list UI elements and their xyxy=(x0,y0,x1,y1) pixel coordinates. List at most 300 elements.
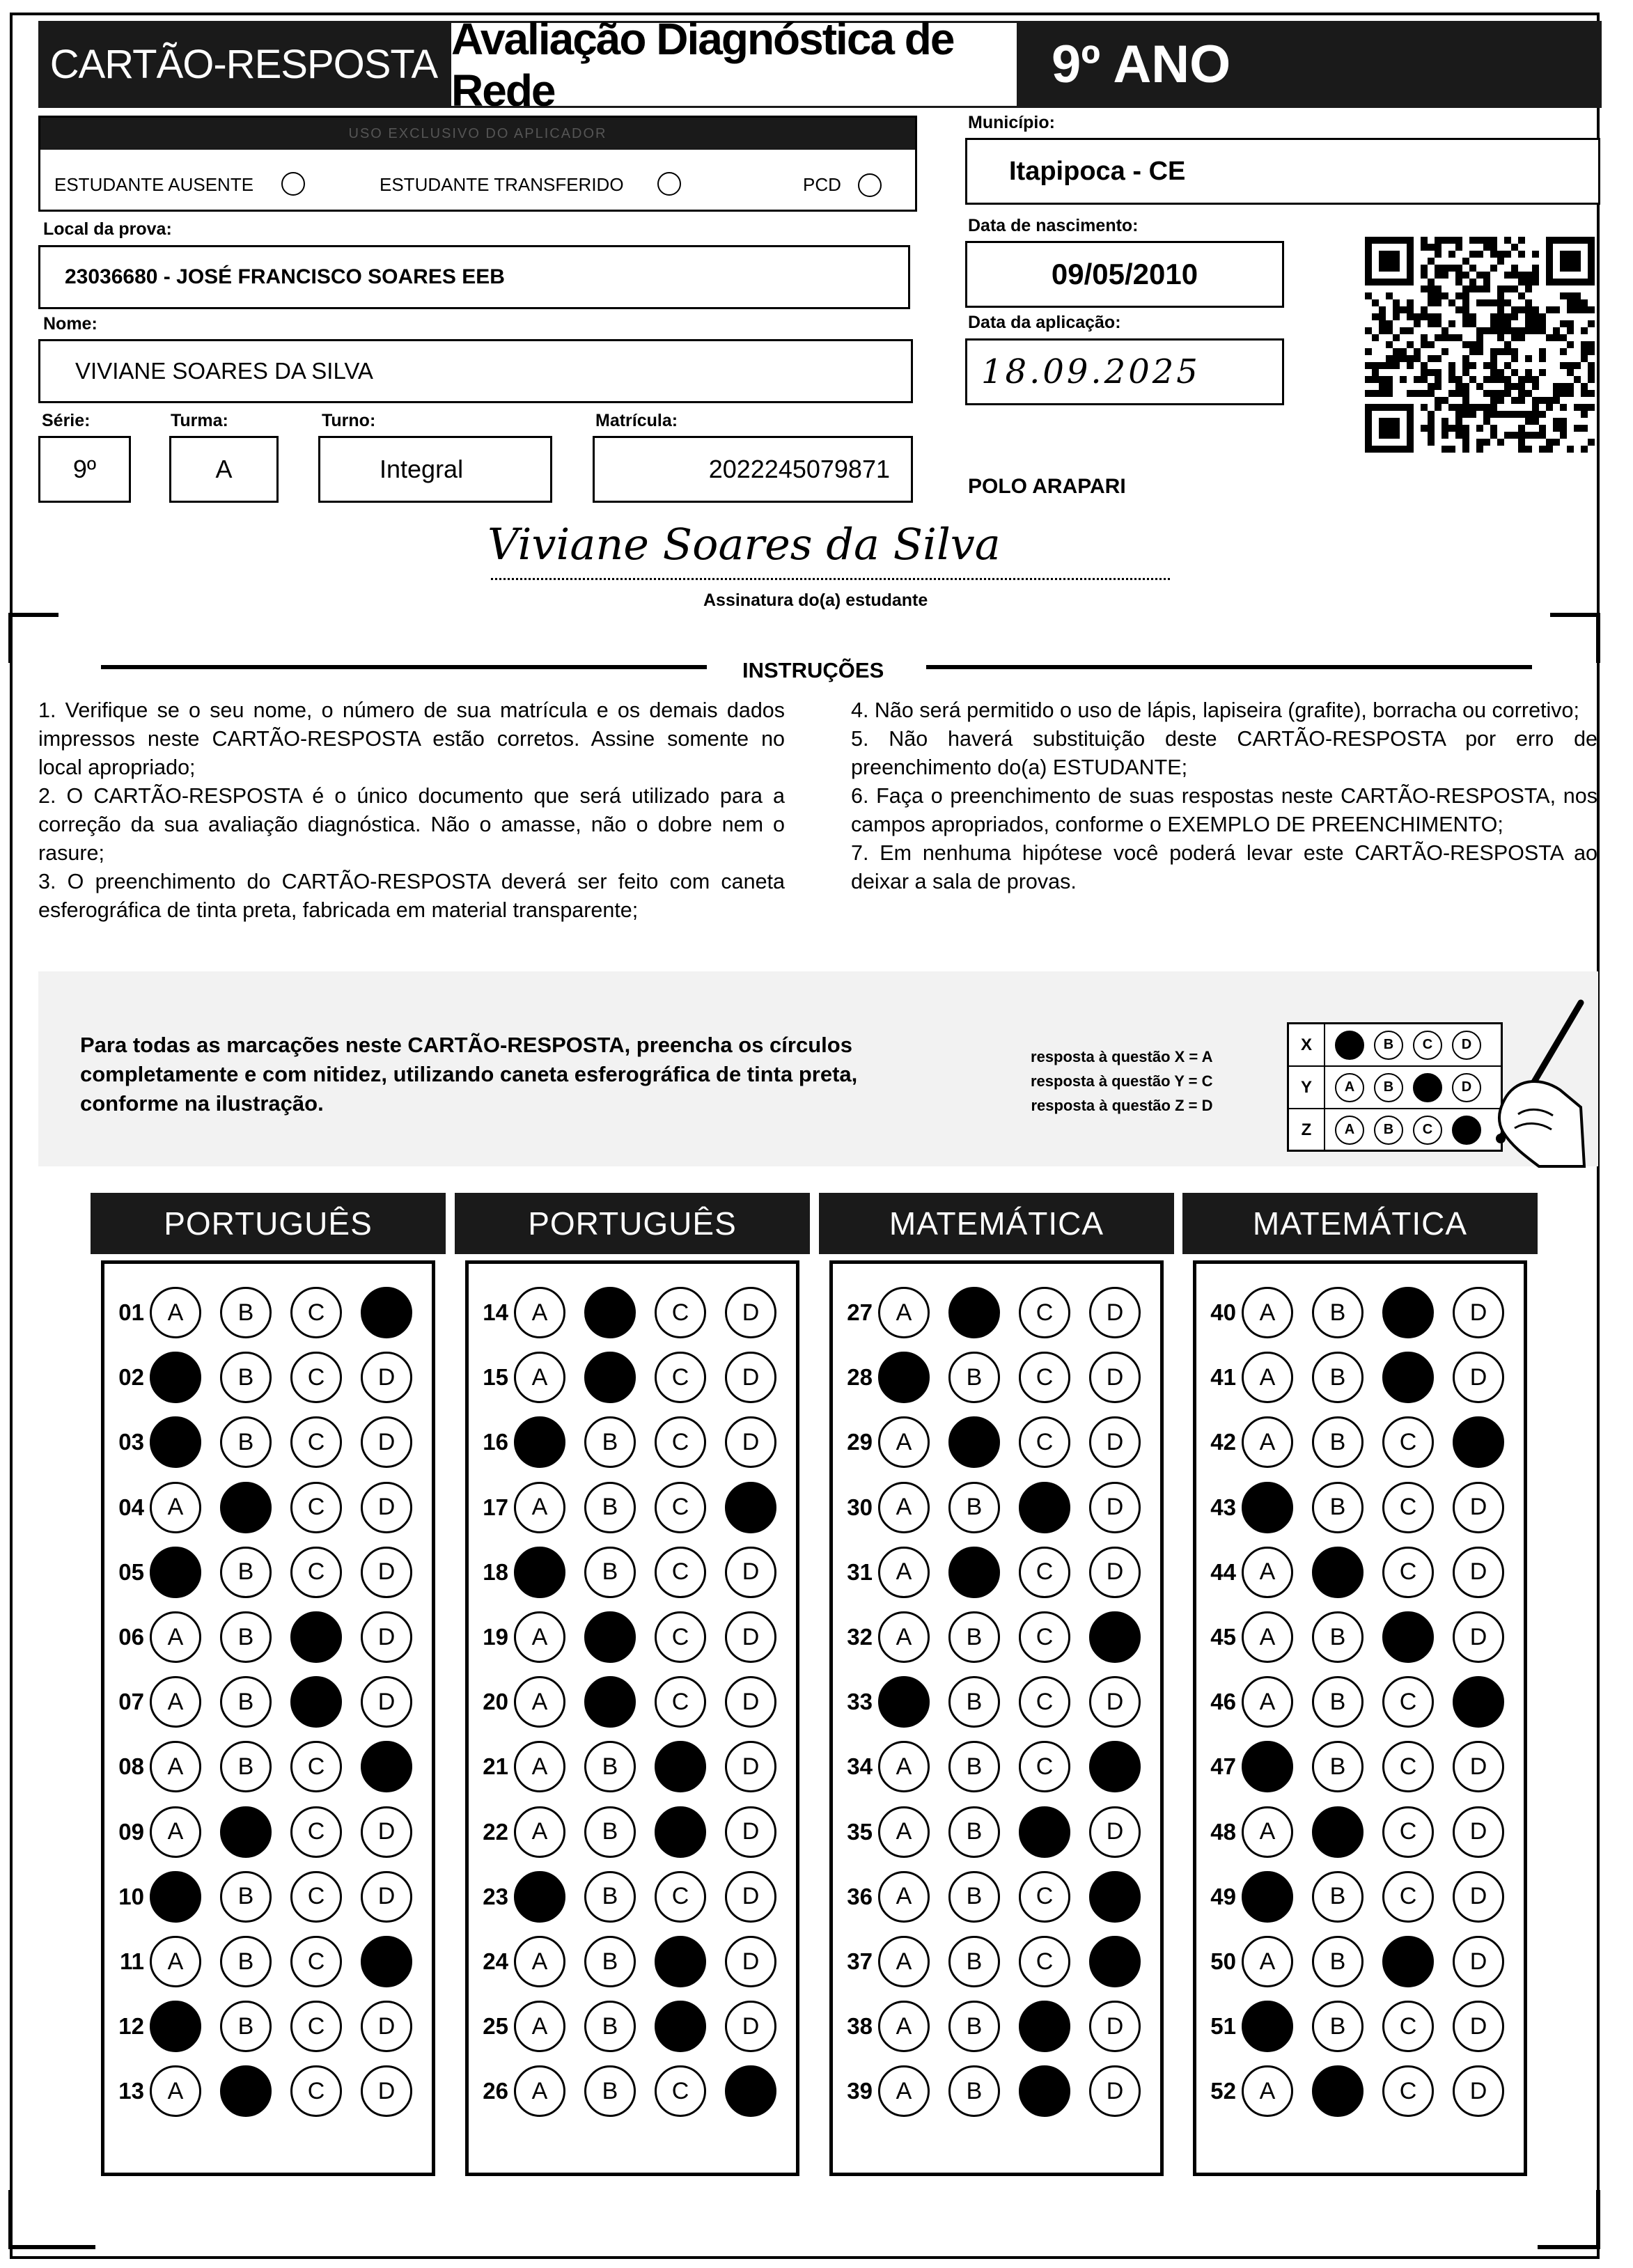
answer-bubble-b[interactable]: B xyxy=(220,1871,272,1923)
answer-bubble-b[interactable]: B xyxy=(220,1611,272,1663)
answer-bubble-b[interactable] xyxy=(1312,2065,1364,2117)
answer-bubble-c[interactable]: C xyxy=(655,1352,706,1403)
answer-bubble-a[interactable]: A xyxy=(1242,1676,1293,1728)
question-number: 32 xyxy=(847,1624,873,1650)
instruction-4: 4. Não será permitido o uso de lápis, lapiseira (grafite), borracha ou corretivo; xyxy=(851,698,1579,722)
section-header: PORTUGUÊS xyxy=(455,1193,810,1254)
answer-bubble-d[interactable]: D xyxy=(361,1416,412,1468)
answer-bubble-c[interactable]: C xyxy=(1382,1547,1434,1598)
answer-bubble-c[interactable] xyxy=(1019,1482,1070,1533)
fill-example-question: Z xyxy=(1289,1109,1325,1150)
answer-bubble-a[interactable]: A xyxy=(150,1676,201,1728)
answer-bubble-d[interactable]: D xyxy=(361,1676,412,1728)
question-number: 31 xyxy=(847,1558,873,1585)
answer-bubble-c[interactable] xyxy=(1019,1806,1070,1858)
answer-bubble-d[interactable] xyxy=(725,2065,776,2117)
turma-field: A xyxy=(169,436,279,503)
answer-bubble-b[interactable] xyxy=(220,1482,272,1533)
absent-checkbox[interactable] xyxy=(281,172,305,196)
question-number: 03 xyxy=(118,1429,144,1455)
answer-bubble-d[interactable]: D xyxy=(725,1806,776,1858)
answer-bubble-b[interactable]: B xyxy=(584,1871,636,1923)
question-number: 37 xyxy=(847,1948,873,1974)
answer-bubble-a[interactable]: A xyxy=(514,1936,565,1987)
answer-bubble-c[interactable] xyxy=(1019,2065,1070,2117)
answer-bubble-a[interactable]: A xyxy=(878,1287,930,1338)
answer-bubble-d[interactable] xyxy=(1453,1416,1504,1468)
answer-bubble-c[interactable] xyxy=(290,1676,342,1728)
answer-bubble-d[interactable]: D xyxy=(1453,1352,1504,1403)
absent-label: ESTUDANTE AUSENTE xyxy=(54,174,254,195)
question-number: 19 xyxy=(483,1624,508,1650)
answer-bubble-d[interactable]: D xyxy=(361,1352,412,1403)
answer-bubble-b[interactable]: B xyxy=(584,2001,636,2052)
question-number: 17 xyxy=(483,1494,508,1520)
question-row xyxy=(1200,1544,1523,1600)
answer-bubble-a[interactable]: A xyxy=(514,1611,565,1663)
answer-bubble-c[interactable]: C xyxy=(290,2001,342,2052)
question-row xyxy=(836,1869,1159,1925)
answer-bubble-c[interactable]: C xyxy=(1019,1547,1070,1598)
answer-bubble-c[interactable]: C xyxy=(1382,1416,1434,1468)
answer-bubble-a[interactable] xyxy=(514,1871,565,1923)
answer-bubble-d[interactable]: D xyxy=(725,1611,776,1663)
instruction-3: 3. O preenchimento do CARTÃO-RESPOSTA deverá ser feito com caneta esferográfica de tinta preta, fabricada em material transparente; xyxy=(38,870,785,922)
answer-bubble-c[interactable]: C xyxy=(655,1871,706,1923)
answer-bubble-b[interactable]: B xyxy=(948,1806,1000,1858)
answer-bubble-a[interactable] xyxy=(1242,1741,1293,1792)
answer-bubble-c[interactable]: C xyxy=(655,1547,706,1598)
answer-bubble-d[interactable]: D xyxy=(725,1416,776,1468)
answer-bubble-b[interactable]: B xyxy=(584,1741,636,1792)
answer-bubble-c[interactable]: C xyxy=(1019,1416,1070,1468)
answer-bubble-b[interactable] xyxy=(948,1287,1000,1338)
answer-bubble-b[interactable]: B xyxy=(1312,1871,1364,1923)
answer-bubble-b[interactable]: B xyxy=(220,1547,272,1598)
answer-bubble-b[interactable]: B xyxy=(220,1676,272,1728)
answer-bubble-d[interactable]: D xyxy=(361,1547,412,1598)
answer-bubble-b[interactable]: B xyxy=(220,2001,272,2052)
answer-bubble-d[interactable] xyxy=(1089,1936,1141,1987)
answer-bubble-c[interactable]: C xyxy=(1019,1287,1070,1338)
question-number: 15 xyxy=(483,1364,508,1391)
answer-bubble-a[interactable]: A xyxy=(878,1806,930,1858)
answer-bubble-a[interactable]: A xyxy=(1242,1352,1293,1403)
question-number: 38 xyxy=(847,2013,873,2040)
question-number: 26 xyxy=(483,2078,508,2104)
answer-bubble-d[interactable] xyxy=(725,1482,776,1533)
answer-bubble-a[interactable]: A xyxy=(1242,1416,1293,1468)
answer-bubble-c[interactable] xyxy=(1019,2001,1070,2052)
corner-top-left xyxy=(8,613,58,663)
fill-example-bubble-a: A xyxy=(1335,1116,1364,1145)
answer-bubble-d[interactable]: D xyxy=(725,1547,776,1598)
answer-bubble-d[interactable]: D xyxy=(361,1611,412,1663)
fill-example-bubble-a: A xyxy=(1335,1073,1364,1102)
pcd-label: PCD xyxy=(803,174,841,195)
answer-bubble-b[interactable]: B xyxy=(1312,1416,1364,1468)
answer-bubble-b[interactable]: B xyxy=(948,2065,1000,2117)
answer-bubble-c[interactable]: C xyxy=(290,1871,342,1923)
answer-bubble-d[interactable]: D xyxy=(1089,1806,1141,1858)
turno-field: Integral xyxy=(318,436,552,503)
answer-bubble-c[interactable]: C xyxy=(290,2065,342,2117)
instructions-rule-right xyxy=(926,665,1532,669)
answer-bubble-b[interactable] xyxy=(584,1611,636,1663)
answer-bubble-d[interactable] xyxy=(361,1936,412,1987)
answer-bubble-d[interactable]: D xyxy=(1453,1287,1504,1338)
answer-bubble-d[interactable]: D xyxy=(361,2001,412,2052)
aplicacao-label: Data da aplicação: xyxy=(968,313,1121,332)
answer-bubble-a[interactable]: A xyxy=(514,1352,565,1403)
turno-label: Turno: xyxy=(322,411,376,430)
answer-bubble-a[interactable] xyxy=(150,1547,201,1598)
answer-bubble-b[interactable]: B xyxy=(584,1416,636,1468)
corner-bottom-right xyxy=(1538,2190,1600,2249)
question-row xyxy=(108,1739,431,1794)
answer-bubble-b[interactable]: B xyxy=(584,1547,636,1598)
answer-bubble-c[interactable] xyxy=(1382,1352,1434,1403)
fill-example-bubble-c: C xyxy=(1413,1031,1442,1060)
signature-line xyxy=(491,578,1170,580)
fill-example-text: Para todas as marcações neste CARTÃO-RESPOSTA, preencha os círculos completamente e com nitidez, utilizando caneta esferográfica de tinta preta, conforme na ilustração. xyxy=(80,1033,858,1116)
question-number: 40 xyxy=(1210,1299,1236,1325)
answer-bubble-c[interactable]: C xyxy=(1382,2001,1434,2052)
signature-caption: Assinatura do(a) estudante xyxy=(703,591,928,610)
legend-line: resposta à questão X = A xyxy=(1031,1048,1213,1065)
answer-bubble-a[interactable]: A xyxy=(514,1806,565,1858)
answer-bubble-d[interactable] xyxy=(361,1741,412,1792)
legend-line: resposta à questão Y = C xyxy=(1031,1072,1213,1090)
answer-bubble-c[interactable]: C xyxy=(1019,1676,1070,1728)
answer-bubble-b[interactable]: B xyxy=(1312,1611,1364,1663)
answer-bubble-b[interactable]: B xyxy=(584,1806,636,1858)
answer-bubble-d[interactable]: D xyxy=(1089,1352,1141,1403)
answer-bubble-a[interactable] xyxy=(878,1676,930,1728)
answer-bubble-d[interactable] xyxy=(1089,1741,1141,1792)
answer-bubble-d[interactable]: D xyxy=(725,1871,776,1923)
answer-bubble-d[interactable]: D xyxy=(725,1352,776,1403)
answer-bubble-c[interactable] xyxy=(290,1611,342,1663)
nascimento-label: Data de nascimento: xyxy=(968,216,1139,235)
answer-bubble-b[interactable]: B xyxy=(1312,1352,1364,1403)
answer-bubble-c[interactable]: C xyxy=(655,2065,706,2117)
answer-bubble-b[interactable] xyxy=(948,1416,1000,1468)
answer-bubble-d[interactable]: D xyxy=(1453,1806,1504,1858)
answer-bubble-c[interactable]: C xyxy=(1382,1741,1434,1792)
question-row xyxy=(1200,1739,1523,1794)
answer-bubble-d[interactable]: D xyxy=(1453,1871,1504,1923)
answer-bubble-d[interactable]: D xyxy=(361,2065,412,2117)
answer-bubble-a[interactable] xyxy=(514,1547,565,1598)
answer-bubble-a[interactable]: A xyxy=(514,1676,565,1728)
answer-bubble-d[interactable]: D xyxy=(1453,1741,1504,1792)
answer-bubble-a[interactable] xyxy=(150,1871,201,1923)
question-row xyxy=(108,1609,431,1665)
fill-example-bubble-d: D xyxy=(1452,1031,1481,1060)
question-row xyxy=(836,1609,1159,1665)
answer-bubble-b[interactable]: B xyxy=(1312,1936,1364,1987)
answer-bubble-a[interactable] xyxy=(150,1352,201,1403)
instructions-rule-left xyxy=(101,665,707,669)
answer-bubble-d[interactable]: D xyxy=(1089,2065,1141,2117)
answer-bubble-a[interactable] xyxy=(514,1416,565,1468)
fill-example-bubble-a xyxy=(1335,1031,1364,1060)
answer-bubble-c[interactable]: C xyxy=(290,1741,342,1792)
answer-bubble-c[interactable]: C xyxy=(655,1416,706,1468)
answer-bubble-a[interactable]: A xyxy=(878,1482,930,1533)
serie-label: Série: xyxy=(42,411,91,430)
answer-bubble-b[interactable]: B xyxy=(220,1741,272,1792)
question-row xyxy=(836,1480,1159,1535)
answer-bubble-c[interactable]: C xyxy=(1382,2065,1434,2117)
answer-bubble-c[interactable]: C xyxy=(1382,1676,1434,1728)
answer-bubble-a[interactable]: A xyxy=(150,1287,201,1338)
answer-bubble-c[interactable]: C xyxy=(1382,1806,1434,1858)
answer-bubble-c[interactable] xyxy=(1382,1936,1434,1987)
answer-bubble-a[interactable] xyxy=(1242,2001,1293,2052)
answer-bubble-a[interactable]: A xyxy=(878,2001,930,2052)
answer-bubble-c[interactable] xyxy=(1382,1611,1434,1663)
answer-bubble-d[interactable] xyxy=(1089,1871,1141,1923)
answer-bubble-c[interactable] xyxy=(655,1741,706,1792)
question-row xyxy=(836,1285,1159,1340)
answer-bubble-d[interactable]: D xyxy=(1089,1482,1141,1533)
answer-bubble-c[interactable]: C xyxy=(1382,1871,1434,1923)
fill-example-question: Y xyxy=(1289,1067,1325,1108)
answer-bubble-d[interactable]: D xyxy=(1453,1482,1504,1533)
question-number: 21 xyxy=(483,1753,508,1780)
answer-bubble-d[interactable]: D xyxy=(361,1871,412,1923)
question-row xyxy=(836,2063,1159,2119)
answer-bubble-b[interactable]: B xyxy=(220,1352,272,1403)
answer-bubble-a[interactable]: A xyxy=(150,1611,201,1663)
answer-bubble-d[interactable]: D xyxy=(1089,1547,1141,1598)
question-number: 43 xyxy=(1210,1494,1236,1520)
answer-bubble-a[interactable]: A xyxy=(878,1871,930,1923)
question-number: 30 xyxy=(847,1494,873,1520)
answer-bubble-a[interactable]: A xyxy=(150,2065,201,2117)
fill-example-bubble-c xyxy=(1413,1073,1442,1102)
answer-bubble-c[interactable] xyxy=(655,1806,706,1858)
question-number: 24 xyxy=(483,1948,508,1974)
answer-bubble-b[interactable] xyxy=(584,1352,636,1403)
nascimento-field: 09/05/2010 xyxy=(965,241,1284,308)
answer-bubble-a[interactable]: A xyxy=(150,1806,201,1858)
answer-bubble-c[interactable]: C xyxy=(655,1482,706,1533)
answer-bubble-b[interactable]: B xyxy=(948,1352,1000,1403)
answer-bubble-b[interactable]: B xyxy=(584,2065,636,2117)
answer-bubble-c[interactable]: C xyxy=(290,1547,342,1598)
answer-bubble-a[interactable]: A xyxy=(1242,1936,1293,1987)
question-number: 46 xyxy=(1210,1689,1236,1715)
answer-bubble-d[interactable]: D xyxy=(1089,1287,1141,1338)
answer-bubble-d[interactable]: D xyxy=(1453,1547,1504,1598)
answer-bubble-d[interactable]: D xyxy=(1453,2065,1504,2117)
answer-bubble-d[interactable]: D xyxy=(1453,1936,1504,1987)
question-number: 29 xyxy=(847,1429,873,1455)
answer-bubble-c[interactable] xyxy=(655,2001,706,2052)
answer-bubble-d[interactable] xyxy=(1453,1676,1504,1728)
answer-bubble-a[interactable]: A xyxy=(878,1416,930,1468)
question-row xyxy=(836,1804,1159,1860)
question-number: 10 xyxy=(118,1883,144,1909)
corner-bottom-left xyxy=(8,2190,95,2249)
answer-bubble-b[interactable] xyxy=(1312,1806,1364,1858)
answer-bubble-b[interactable]: B xyxy=(584,1936,636,1987)
answer-bubble-a[interactable]: A xyxy=(150,1482,201,1533)
answer-bubble-d[interactable] xyxy=(1089,1611,1141,1663)
answer-bubble-a[interactable]: A xyxy=(1242,1287,1293,1338)
answer-bubble-b[interactable]: B xyxy=(584,1482,636,1533)
question-row xyxy=(108,1804,431,1860)
answer-bubble-b[interactable]: B xyxy=(948,1611,1000,1663)
answer-bubble-b[interactable]: B xyxy=(1312,1287,1364,1338)
answer-bubble-a[interactable]: A xyxy=(514,1287,565,1338)
answer-bubble-a[interactable] xyxy=(150,2001,201,2052)
answer-bubble-b[interactable] xyxy=(584,1676,636,1728)
section-header: PORTUGUÊS xyxy=(91,1193,446,1254)
serie-field: 9º xyxy=(38,436,131,503)
answer-bubble-c[interactable]: C xyxy=(1019,1871,1070,1923)
answer-bubble-d[interactable]: D xyxy=(1453,1611,1504,1663)
answer-bubble-c[interactable] xyxy=(655,1936,706,1987)
answer-bubble-a[interactable]: A xyxy=(1242,1611,1293,1663)
transferred-checkbox[interactable] xyxy=(657,172,681,196)
answer-bubble-b[interactable] xyxy=(948,1547,1000,1598)
answer-bubble-a[interactable]: A xyxy=(878,1611,930,1663)
corner-top-right xyxy=(1550,613,1600,663)
answer-bubble-b[interactable]: B xyxy=(948,1871,1000,1923)
question-number: 02 xyxy=(118,1364,144,1391)
answer-bubble-c[interactable]: C xyxy=(290,1806,342,1858)
question-row xyxy=(472,1480,795,1535)
answer-bubble-b[interactable] xyxy=(220,1806,272,1858)
answer-bubble-c[interactable]: C xyxy=(1382,1482,1434,1533)
answer-bubble-c[interactable]: C xyxy=(290,1352,342,1403)
answer-bubble-a[interactable]: A xyxy=(150,1936,201,1987)
answer-bubble-b[interactable] xyxy=(220,2065,272,2117)
answer-bubble-d[interactable]: D xyxy=(725,1741,776,1792)
question-number: 12 xyxy=(118,2013,144,2040)
question-number: 27 xyxy=(847,1299,873,1325)
question-row xyxy=(1200,1804,1523,1860)
answer-bubble-c[interactable]: C xyxy=(655,1287,706,1338)
answer-bubble-c[interactable]: C xyxy=(290,1482,342,1533)
question-number: 06 xyxy=(118,1624,144,1650)
answer-bubble-b[interactable]: B xyxy=(948,1936,1000,1987)
answer-bubble-a[interactable] xyxy=(878,1352,930,1403)
answer-bubble-d[interactable] xyxy=(361,1287,412,1338)
question-number: 22 xyxy=(483,1818,508,1845)
question-number: 33 xyxy=(847,1689,873,1715)
answer-bubble-b[interactable] xyxy=(1312,1547,1364,1598)
answer-bubble-d[interactable]: D xyxy=(361,1482,412,1533)
question-row xyxy=(108,1999,431,2054)
answer-bubble-d[interactable]: D xyxy=(725,2001,776,2052)
answer-bubble-a[interactable]: A xyxy=(514,1482,565,1533)
answer-bubble-a[interactable]: A xyxy=(878,2065,930,2117)
answer-bubble-c[interactable]: C xyxy=(655,1611,706,1663)
question-row xyxy=(836,1414,1159,1470)
pcd-checkbox[interactable] xyxy=(858,173,882,197)
answer-bubble-b[interactable]: B xyxy=(220,1416,272,1468)
answer-bubble-d[interactable]: D xyxy=(725,1936,776,1987)
answer-bubble-b[interactable] xyxy=(584,1287,636,1338)
answer-bubble-b[interactable]: B xyxy=(220,1936,272,1987)
answer-bubble-b[interactable]: B xyxy=(948,2001,1000,2052)
answer-bubble-d[interactable]: D xyxy=(1089,1676,1141,1728)
question-row xyxy=(836,1350,1159,1405)
answer-bubble-b[interactable]: B xyxy=(948,1482,1000,1533)
answer-bubble-c[interactable]: C xyxy=(1019,1352,1070,1403)
question-row xyxy=(472,1804,795,1860)
answer-bubble-a[interactable] xyxy=(150,1416,201,1468)
answer-bubble-a[interactable]: A xyxy=(1242,1547,1293,1598)
instructions-right xyxy=(851,696,1597,896)
turma-label: Turma: xyxy=(171,411,228,430)
answer-bubble-b[interactable]: B xyxy=(1312,1482,1364,1533)
answer-bubble-d[interactable]: D xyxy=(725,1676,776,1728)
answer-bubble-b[interactable]: B xyxy=(1312,2001,1364,2052)
answer-bubble-b[interactable]: B xyxy=(220,1287,272,1338)
local-label: Local da prova: xyxy=(43,219,172,239)
question-row xyxy=(472,1934,795,1989)
answer-bubble-a[interactable] xyxy=(1242,1871,1293,1923)
answer-bubble-a[interactable]: A xyxy=(514,2065,565,2117)
answer-bubble-c[interactable]: C xyxy=(290,1416,342,1468)
answer-bubble-a[interactable]: A xyxy=(514,2001,565,2052)
aplicacao-field: 18.09.2025 xyxy=(965,338,1284,405)
answer-bubble-a[interactable] xyxy=(1242,1482,1293,1533)
answer-bubble-c[interactable] xyxy=(1382,1287,1434,1338)
answer-bubble-a[interactable]: A xyxy=(1242,2065,1293,2117)
answer-bubble-d[interactable]: D xyxy=(1089,1416,1141,1468)
answer-bubble-b[interactable]: B xyxy=(1312,1676,1364,1728)
answer-bubble-c[interactable]: C xyxy=(1019,1741,1070,1792)
answer-bubble-a[interactable]: A xyxy=(514,1741,565,1792)
question-row xyxy=(108,1350,431,1405)
card-title: CARTÃO-RESPOSTA xyxy=(49,42,438,87)
answer-bubble-a[interactable]: A xyxy=(150,1741,201,1792)
answer-bubble-b[interactable]: B xyxy=(948,1676,1000,1728)
answer-bubble-c[interactable]: C xyxy=(290,1287,342,1338)
fill-example-legend xyxy=(1031,1045,1212,1118)
answer-bubble-b[interactable]: B xyxy=(948,1741,1000,1792)
answer-bubble-d[interactable]: D xyxy=(1089,2001,1141,2052)
answer-bubble-a[interactable]: A xyxy=(878,1741,930,1792)
instruction-1: 1. Verifique se o seu nome, o número de sua matrícula e os demais dados impressos neste CARTÃO-RESPOSTA estão corretos. Assine somente no local apropriado; xyxy=(38,698,785,779)
answer-bubble-c[interactable]: C xyxy=(655,1676,706,1728)
answer-bubble-a[interactable]: A xyxy=(878,1936,930,1987)
question-row xyxy=(472,1739,795,1794)
question-number: 49 xyxy=(1210,1883,1236,1909)
answer-bubble-d[interactable]: D xyxy=(1453,2001,1504,2052)
answer-bubble-d[interactable]: D xyxy=(361,1806,412,1858)
instruction-2: 2. O CARTÃO-RESPOSTA é o único documento que será utilizado para a correção da sua avaliação diagnóstica. Não o amasse, não o dobre nem o rasure; xyxy=(38,784,785,865)
answer-bubble-a[interactable]: A xyxy=(1242,1806,1293,1858)
fill-example-bubble-b: B xyxy=(1374,1116,1403,1145)
answer-bubble-c[interactable]: C xyxy=(1019,1936,1070,1987)
answer-bubble-a[interactable]: A xyxy=(878,1547,930,1598)
polo-label: POLO ARAPARI xyxy=(968,475,1126,498)
question-row xyxy=(1200,1480,1523,1535)
answer-bubble-b[interactable]: B xyxy=(1312,1741,1364,1792)
answer-bubble-d[interactable]: D xyxy=(725,1287,776,1338)
answer-bubble-c[interactable]: C xyxy=(1019,1611,1070,1663)
question-number: 18 xyxy=(483,1558,508,1585)
answer-bubble-c[interactable]: C xyxy=(290,1936,342,1987)
